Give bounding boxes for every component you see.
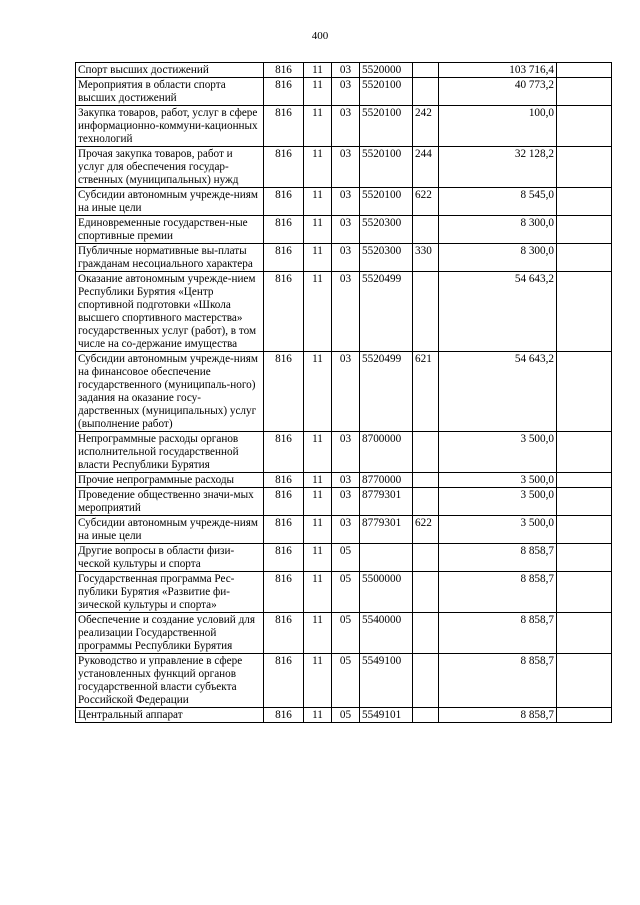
empty-cell xyxy=(557,216,612,244)
expense-type-cell xyxy=(413,544,439,572)
empty-cell xyxy=(557,78,612,106)
subsection-code-cell: 05 xyxy=(332,613,360,654)
expense-name-cell: Публичные нормативные вы-платы гражданам несоциального характера xyxy=(76,244,264,272)
table-body xyxy=(76,63,612,723)
table-row xyxy=(76,708,612,723)
section-code-cell: 11 xyxy=(304,654,332,708)
expense-type-cell xyxy=(413,78,439,106)
target-article-cell: 8700000 xyxy=(360,432,413,473)
target-article-cell: 5520300 xyxy=(360,216,413,244)
ministry-code-cell: 816 xyxy=(264,708,304,723)
target-article-cell: 5520100 xyxy=(360,147,413,188)
empty-cell xyxy=(557,473,612,488)
section-code-cell: 11 xyxy=(304,516,332,544)
table-row xyxy=(76,352,612,432)
empty-cell xyxy=(557,272,612,352)
subsection-code-cell: 05 xyxy=(332,544,360,572)
amount-cell: 8 300,0 xyxy=(439,216,557,244)
amount-cell: 3 500,0 xyxy=(439,488,557,516)
section-code-cell: 11 xyxy=(304,63,332,78)
amount-cell: 3 500,0 xyxy=(439,432,557,473)
subsection-code-cell: 03 xyxy=(332,244,360,272)
subsection-code-cell: 03 xyxy=(332,147,360,188)
section-code-cell: 11 xyxy=(304,106,332,147)
expense-name-cell: Центральный аппарат xyxy=(76,708,264,723)
section-code-cell: 11 xyxy=(304,613,332,654)
amount-cell: 8 858,7 xyxy=(439,544,557,572)
target-article-cell: 5520300 xyxy=(360,244,413,272)
expense-type-cell: 622 xyxy=(413,188,439,216)
expense-type-cell xyxy=(413,708,439,723)
table-row xyxy=(76,544,612,572)
ministry-code-cell: 816 xyxy=(264,106,304,147)
table-row xyxy=(76,244,612,272)
subsection-code-cell: 03 xyxy=(332,216,360,244)
subsection-code-cell: 03 xyxy=(332,106,360,147)
ministry-code-cell: 816 xyxy=(264,63,304,78)
expense-type-cell xyxy=(413,488,439,516)
table-row xyxy=(76,432,612,473)
expense-type-cell xyxy=(413,572,439,613)
amount-cell: 3 500,0 xyxy=(439,473,557,488)
subsection-code-cell: 03 xyxy=(332,432,360,473)
table-row xyxy=(76,63,612,78)
target-article-cell: 5500000 xyxy=(360,572,413,613)
section-code-cell: 11 xyxy=(304,572,332,613)
expense-type-cell xyxy=(413,654,439,708)
amount-cell: 8 858,7 xyxy=(439,654,557,708)
ministry-code-cell: 816 xyxy=(264,432,304,473)
amount-cell: 54 643,2 xyxy=(439,272,557,352)
amount-cell: 8 545,0 xyxy=(439,188,557,216)
amount-cell: 32 128,2 xyxy=(439,147,557,188)
section-code-cell: 11 xyxy=(304,147,332,188)
expense-name-cell: Прочая закупка товаров, работ и услуг для обеспечения государ-ственных (муниципальных) нужд xyxy=(76,147,264,188)
empty-cell xyxy=(557,654,612,708)
target-article-cell: 8779301 xyxy=(360,516,413,544)
expense-name-cell: Обеспечение и создание условий для реализации Государственной программы Республики Бурятия xyxy=(76,613,264,654)
table-row xyxy=(76,147,612,188)
subsection-code-cell: 05 xyxy=(332,572,360,613)
amount-cell: 8 300,0 xyxy=(439,244,557,272)
subsection-code-cell: 03 xyxy=(332,78,360,106)
table-row xyxy=(76,272,612,352)
expense-type-cell xyxy=(413,473,439,488)
empty-cell xyxy=(557,572,612,613)
table-row xyxy=(76,216,612,244)
amount-cell: 54 643,2 xyxy=(439,352,557,432)
section-code-cell: 11 xyxy=(304,78,332,106)
expense-type-cell: 622 xyxy=(413,516,439,544)
amount-cell: 100,0 xyxy=(439,106,557,147)
empty-cell xyxy=(557,352,612,432)
expense-name-cell: Субсидии автономным учрежде-ниям на иные цели xyxy=(76,188,264,216)
expense-name-cell: Проведение общественно значи-мых мероприятий xyxy=(76,488,264,516)
section-code-cell: 11 xyxy=(304,244,332,272)
expense-type-cell: 244 xyxy=(413,147,439,188)
table-row xyxy=(76,188,612,216)
expense-name-cell: Прочие непрограммные расходы xyxy=(76,473,264,488)
empty-cell xyxy=(557,244,612,272)
empty-cell xyxy=(557,432,612,473)
subsection-code-cell: 03 xyxy=(332,188,360,216)
ministry-code-cell: 816 xyxy=(264,78,304,106)
ministry-code-cell: 816 xyxy=(264,544,304,572)
target-article-cell: 5520000 xyxy=(360,63,413,78)
subsection-code-cell: 03 xyxy=(332,63,360,78)
amount-cell: 8 858,7 xyxy=(439,613,557,654)
subsection-code-cell: 05 xyxy=(332,654,360,708)
budget-table xyxy=(75,62,612,723)
expense-type-cell xyxy=(413,432,439,473)
amount-cell: 3 500,0 xyxy=(439,516,557,544)
empty-cell xyxy=(557,188,612,216)
section-code-cell: 11 xyxy=(304,352,332,432)
ministry-code-cell: 816 xyxy=(264,188,304,216)
ministry-code-cell: 816 xyxy=(264,488,304,516)
empty-cell xyxy=(557,106,612,147)
target-article-cell: 5520100 xyxy=(360,106,413,147)
target-article-cell: 5549101 xyxy=(360,708,413,723)
subsection-code-cell: 03 xyxy=(332,516,360,544)
table-row xyxy=(76,613,612,654)
table-row xyxy=(76,488,612,516)
amount-cell: 103 716,4 xyxy=(439,63,557,78)
target-article-cell: 8770000 xyxy=(360,473,413,488)
amount-cell: 40 773,2 xyxy=(439,78,557,106)
expense-name-cell: Мероприятия в области спорта высших достижений xyxy=(76,78,264,106)
subsection-code-cell: 03 xyxy=(332,352,360,432)
expense-name-cell: Единовременные государствен-ные спортивные премии xyxy=(76,216,264,244)
ministry-code-cell: 816 xyxy=(264,352,304,432)
expense-type-cell xyxy=(413,613,439,654)
expense-name-cell: Непрограммные расходы органов исполнительной государственной власти Республики Бурятия xyxy=(76,432,264,473)
empty-cell xyxy=(557,488,612,516)
section-code-cell: 11 xyxy=(304,473,332,488)
empty-cell xyxy=(557,708,612,723)
expense-name-cell: Спорт высших достижений xyxy=(76,63,264,78)
expense-name-cell: Другие вопросы в области физи-ческой культуры и спорта xyxy=(76,544,264,572)
section-code-cell: 11 xyxy=(304,188,332,216)
empty-cell xyxy=(557,147,612,188)
expense-type-cell: 621 xyxy=(413,352,439,432)
target-article-cell: 5520499 xyxy=(360,352,413,432)
section-code-cell: 11 xyxy=(304,216,332,244)
amount-cell: 8 858,7 xyxy=(439,708,557,723)
table-row xyxy=(76,106,612,147)
ministry-code-cell: 816 xyxy=(264,613,304,654)
table-row xyxy=(76,516,612,544)
ministry-code-cell: 816 xyxy=(264,147,304,188)
section-code-cell: 11 xyxy=(304,544,332,572)
expense-name-cell: Руководство и управление в сфере установленных функций органов государственной власти субъекта Российской Федерации xyxy=(76,654,264,708)
target-article-cell: 5520100 xyxy=(360,78,413,106)
ministry-code-cell: 816 xyxy=(264,516,304,544)
section-code-cell: 11 xyxy=(304,272,332,352)
subsection-code-cell: 03 xyxy=(332,488,360,516)
target-article-cell: 5540000 xyxy=(360,613,413,654)
expense-type-cell xyxy=(413,272,439,352)
ministry-code-cell: 816 xyxy=(264,272,304,352)
empty-cell xyxy=(557,516,612,544)
target-article-cell xyxy=(360,544,413,572)
subsection-code-cell: 05 xyxy=(332,708,360,723)
amount-cell: 8 858,7 xyxy=(439,572,557,613)
expense-name-cell: Субсидии автономным учрежде-ниям на иные цели xyxy=(76,516,264,544)
expense-name-cell: Субсидии автономным учрежде-ниям на финансовое обеспечение государственного (муниципаль-ного) задания на оказание госу-дарственных (муниципальных) услуг (выполнение работ) xyxy=(76,352,264,432)
subsection-code-cell: 03 xyxy=(332,272,360,352)
ministry-code-cell: 816 xyxy=(264,572,304,613)
ministry-code-cell: 816 xyxy=(264,654,304,708)
empty-cell xyxy=(557,63,612,78)
table-row xyxy=(76,572,612,613)
expense-type-cell: 242 xyxy=(413,106,439,147)
empty-cell xyxy=(557,613,612,654)
expense-type-cell: 330 xyxy=(413,244,439,272)
expense-name-cell: Оказание автономным учрежде-нием Республики Бурятия «Центр спортивной подготовки «Школа высшего спортивного мастерства» государственных услуг (работ), в том числе на со-держание имущества xyxy=(76,272,264,352)
ministry-code-cell: 816 xyxy=(264,244,304,272)
expense-type-cell xyxy=(413,216,439,244)
expense-name-cell: Закупка товаров, работ, услуг в сфере информационно-коммуни-кационных технологий xyxy=(76,106,264,147)
target-article-cell: 5549100 xyxy=(360,654,413,708)
table-row xyxy=(76,654,612,708)
page-number: 400 xyxy=(311,30,329,42)
ministry-code-cell: 816 xyxy=(264,473,304,488)
target-article-cell: 8779301 xyxy=(360,488,413,516)
table-row xyxy=(76,78,612,106)
subsection-code-cell: 03 xyxy=(332,473,360,488)
expense-name-cell: Государственная программа Рес-публики Бурятия «Развитие фи-зической культуры и спорта» xyxy=(76,572,264,613)
target-article-cell: 5520100 xyxy=(360,188,413,216)
expense-type-cell xyxy=(413,63,439,78)
section-code-cell: 11 xyxy=(304,432,332,473)
target-article-cell: 5520499 xyxy=(360,272,413,352)
section-code-cell: 11 xyxy=(304,708,332,723)
empty-cell xyxy=(557,544,612,572)
ministry-code-cell: 816 xyxy=(264,216,304,244)
table-row xyxy=(76,473,612,488)
section-code-cell: 11 xyxy=(304,488,332,516)
